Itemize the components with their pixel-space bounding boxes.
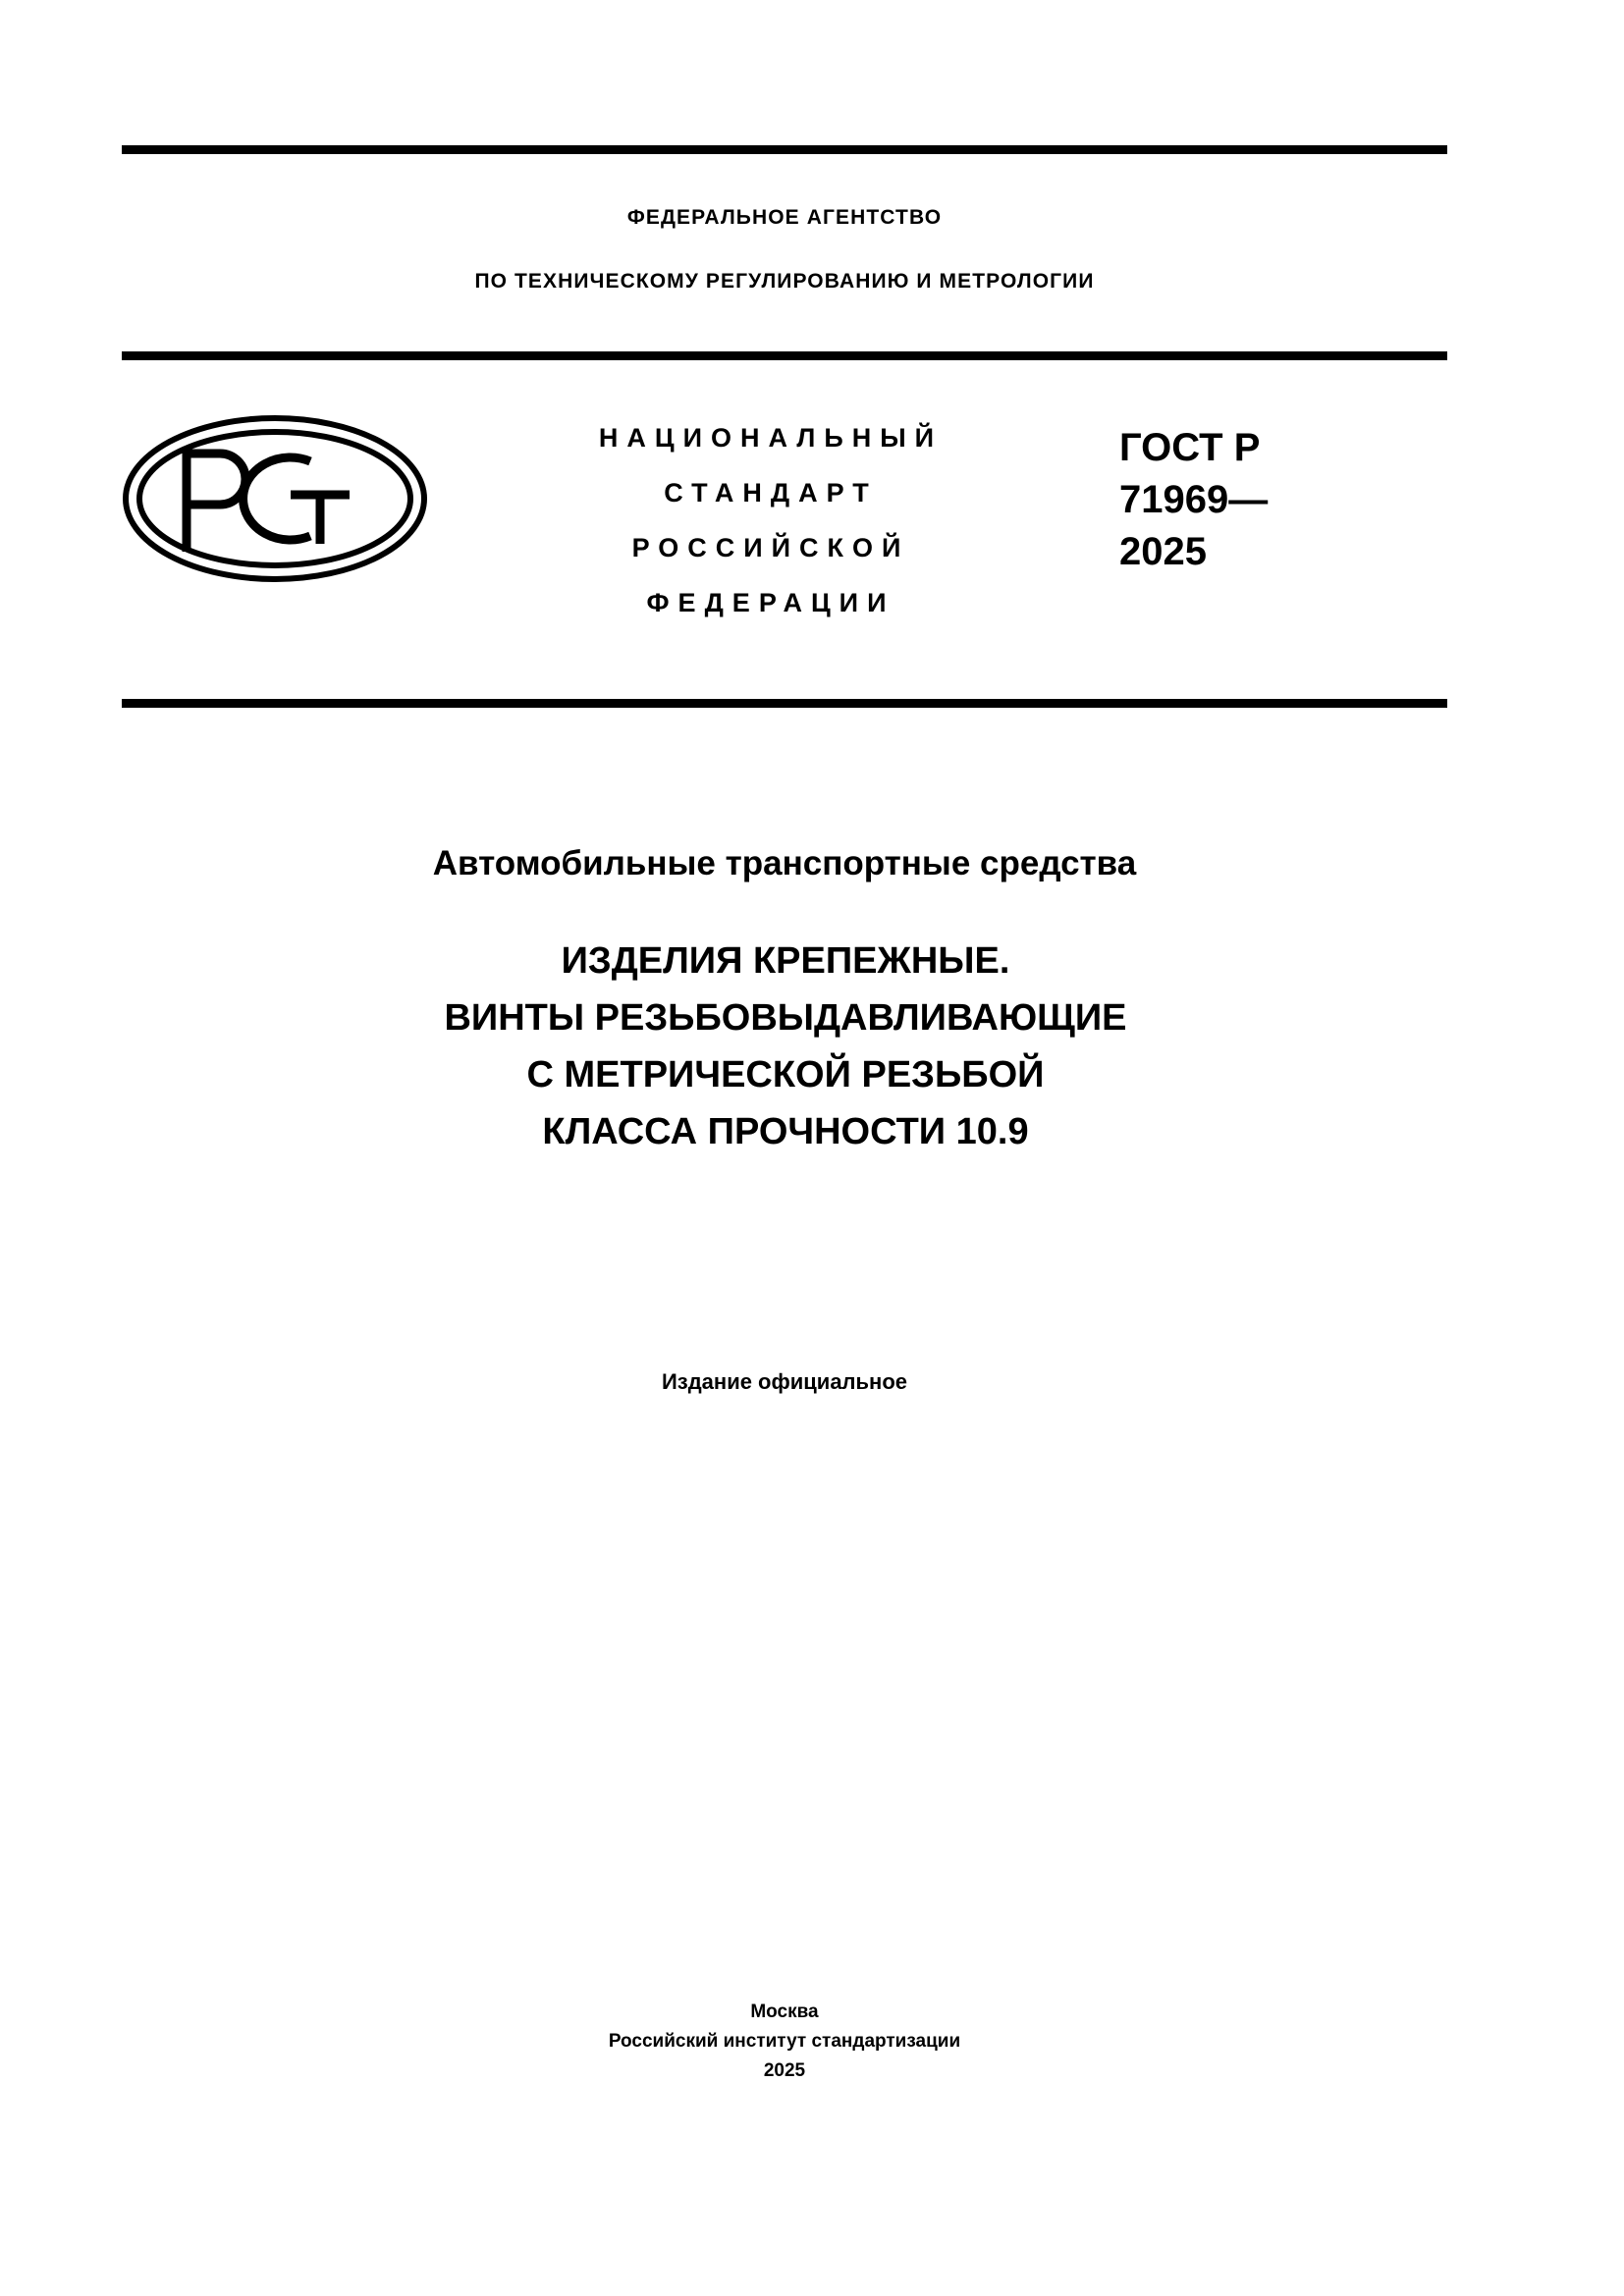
- national-standard-word-1: НАЦИОНАЛЬНЫЙ: [598, 423, 944, 453]
- document-subject: Автомобильные транспортные средства: [432, 844, 1137, 882]
- rst-emblem-icon: [118, 410, 432, 587]
- page-title-line2: ВИНТЫ РЕЗЬБОВЫДАВЛИВАЮЩИЕ: [444, 997, 1127, 1039]
- header-rule-middle: [122, 351, 1447, 360]
- page-title-line4: КЛАССА ПРОЧНОСТИ 10.9: [542, 1111, 1029, 1152]
- publication-year: 2025: [763, 2060, 806, 2081]
- standard-designation: [1119, 422, 1443, 578]
- standard-designation-line3: 2025: [1119, 530, 1207, 573]
- page-title-line1: ИЗДЕЛИЯ КРЕПЕЖНЫЕ.: [561, 940, 1010, 982]
- agency-name-line2: ПО ТЕХНИЧЕСКОМУ РЕГУЛИРОВАНИЮ И МЕТРОЛОГИИ: [474, 270, 1095, 293]
- national-standard-word-4: ФЕДЕРАЦИИ: [646, 588, 895, 617]
- national-standard-word-3: РОССИЙСКОЙ: [631, 533, 910, 562]
- publication-publisher: Российский институт стандартизации: [608, 2031, 961, 2052]
- publication-city: Москва: [750, 2002, 819, 2022]
- page-title-line3: С МЕТРИЧЕСКОЙ РЕЗЬБОЙ: [526, 1054, 1045, 1095]
- standard-designation-line2: 71969—: [1119, 478, 1269, 521]
- national-standard-wording: [452, 410, 1090, 630]
- page-title: [187, 933, 1384, 1160]
- header-rule-top: [122, 145, 1447, 154]
- edition-note: Издание официальное: [661, 1369, 908, 1394]
- agency-name-line1: ФЕДЕРАЛЬНОЕ АГЕНТСТВО: [626, 206, 943, 229]
- publication-footer: [122, 1998, 1447, 2086]
- header-rule-bottom: [122, 699, 1447, 708]
- standard-designation-line1: ГОСТ Р: [1119, 426, 1261, 469]
- national-standard-word-2: СТАНДАРТ: [664, 478, 878, 507]
